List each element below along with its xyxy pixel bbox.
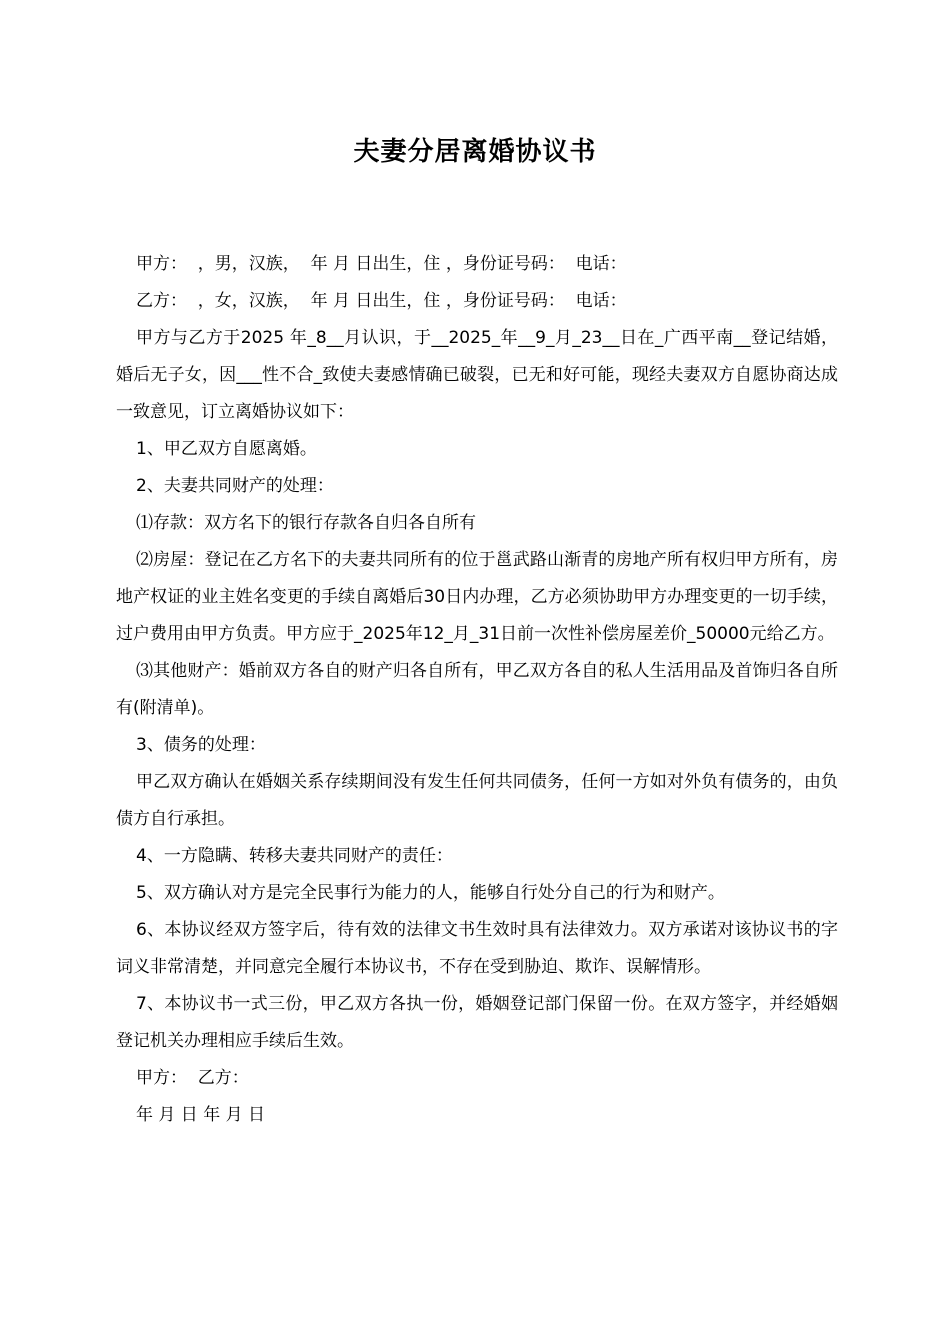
clause-2-deposits: ⑴存款：双方名下的银行存款各自归各自所有: [136, 513, 476, 533]
document-title: 夫妻分居离婚协议书: [353, 137, 597, 167]
clause-5: 5、双方确认对方是完全民事行为能力的人，能够自行处分自己的行为和财产。: [136, 883, 725, 903]
clause-6: 6、本协议经双方签字后，待有效的法律文书生效时具有法律效力。双方承诺对该协议书的字词义非常清楚，并同意完全履行本协议书，不存在受到胁迫、欺诈、误解情形。: [116, 920, 838, 977]
marriage-background: 甲方与乙方于2025 年_8__月认识，于__2025_年__9_月_23__日在_广西平南__登记结婚，婚后无子女，因___性不合_致使夫妻感情确已破裂，已无和好可能，现经夫妻双方自愿协商达成一致意见，订立离婚协议如下：: [116, 328, 838, 422]
party-b-info: 乙方： ，女，汉族， 年 月 日出生，住 ，身份证号码： 电话：: [136, 291, 627, 311]
clause-2-heading: 2、夫妻共同财产的处理：: [136, 476, 334, 496]
clause-3-debts: 甲乙双方确认在婚姻关系存续期间没有发生任何共同债务，任何一方如对外负有债务的，由负债方自行承担。: [116, 772, 838, 829]
date-line: 年 月 日 年 月 日: [136, 1105, 266, 1125]
document-body: [116, 246, 838, 1134]
clause-7: 7、本协议书一式三份，甲乙双方各执一份，婚姻登记部门保留一份。在双方签字，并经婚姻登记机关办理相应手续后生效。: [116, 994, 838, 1051]
clause-4: 4、一方隐瞒、转移夫妻共同财产的责任：: [136, 846, 453, 866]
signature-line: 甲方： 乙方：: [136, 1068, 249, 1088]
party-a-info: 甲方： ，男，汉族， 年 月 日出生，住 ，身份证号码： 电话：: [136, 254, 627, 274]
clause-1: 1、甲乙双方自愿离婚。: [136, 439, 317, 459]
clause-2-other-property: ⑶其他财产：婚前双方各自的财产归各自所有，甲乙双方各自的私人生活用品及首饰归各自所有(附清单)。: [116, 661, 838, 718]
clause-3-heading: 3、债务的处理：: [136, 735, 266, 755]
clause-2-house: ⑵房屋：登记在乙方名下的夫妻共同所有的位于邕武路山渐青的房地产所有权归甲方所有，房地产权证的业主姓名变更的手续自离婚后30日内办理，乙方必须协助甲方办理变更的一切手续，过户费用由甲方负责。甲方应于_2025年12_月_31日前一次性补偿房屋差价_50000元给乙方。: [116, 550, 838, 644]
